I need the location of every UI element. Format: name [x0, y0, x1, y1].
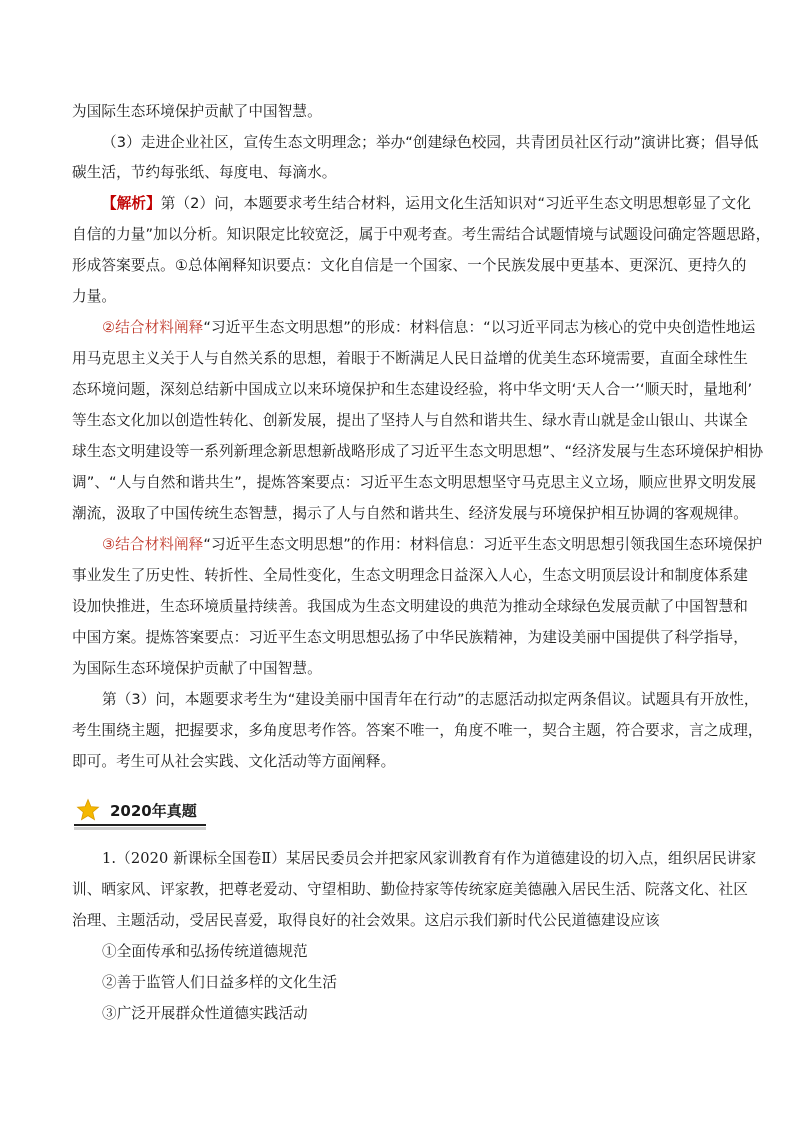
option-3: ③广泛开展群众性道德实践活动 — [102, 1005, 308, 1022]
point-2-text: “习近平生态文明思想”的形成：材料信息：“以习近平同志为核心的党中央创造性地运 — [203, 319, 756, 336]
point-3-line: 事业发生了历史性、转折性、全局性变化，生态文明理念日益深入人心，生态文明顶层设计和制度体系建 — [72, 567, 748, 584]
point-3-line: 中国方案。提炼答案要点：习近平生态文明思想弘扬了中华民族精神，为建设美丽中国提供了科学指导， — [72, 629, 748, 646]
question-3-line: 考生围绕主题，把握要求，多角度思考作答。答案不唯一，角度不唯一，契合主题，符合要求，言之成理， — [72, 722, 763, 739]
analysis-line: 形成答案要点。①总体阐释知识要点：文化自信是一个国家、一个民族发展中更基本、更深沉、更持久的 — [72, 257, 747, 274]
paragraph-line: 为国际生态环境保护贡献了中国智慧。 — [72, 103, 322, 120]
point-3-line — [102, 535, 762, 555]
point-2-line: 等生态文化加以创造性转化、创新发展，提出了坚持人与自然和谐共生、绿水青山就是金山银山、共谋全 — [72, 412, 748, 429]
point-2-line: 用马克思主义关于人与自然关系的思想，着眼于不断满足人民日益增的优美生态环境需要，直面全球性生 — [72, 350, 748, 367]
point-2-line: 潮流，汲取了中国传统生态智慧，揭示了人与自然和谐共生、经济发展与环境保护相互协调的客观规律。 — [72, 505, 748, 522]
question-3-line: 即可。考生可从社会实践、文化活动等方面阐释。 — [72, 753, 396, 770]
question-line: 训、晒家风、评家教，把尊老爱动、守望相助、勤俭持家等传统家庭美德融入居民生活、院落文化、社区 — [72, 881, 748, 898]
point-2-line — [102, 318, 755, 338]
analysis-text: 第（2）问，本题要求考生结合材料，运用文化生活知识对“习近平生态文明思想彰显了文化 — [160, 195, 751, 212]
point-3-text: “习近平生态文明思想”的作用：材料信息：习近平生态文明思想引领我国生态环境保护 — [203, 536, 763, 553]
section-title: 2020年真题 — [110, 802, 197, 820]
option-1: ①全面传承和弘扬传统道德规范 — [102, 943, 308, 960]
section-underline — [74, 824, 206, 826]
question-line: 治理、主题活动，受居民喜爱，取得良好的社会效果。这启示我们新时代公民道德建设应该 — [72, 912, 660, 929]
point-2-label: ②结合材料阐释 — [102, 319, 204, 336]
answer-3-line: （3）走进企业社区，宣传生态文明理念；举办“创建绿色校园，共青团员社区行动”演讲比赛；倡导低 — [102, 134, 759, 151]
star-icon — [76, 798, 100, 822]
section-underline-shadow — [74, 827, 206, 830]
point-2-line: 态环境问题，深刻总结新中国成立以来环境保护和生态建设经验，将中华文明‘天人合一’‘顺天时，量地利’ — [72, 381, 753, 398]
point-3-line: 设加快推进，生态环境质量持续善。我国成为生态文明建设的典范为推动全球绿色发展贡献了中国智慧和 — [72, 598, 748, 615]
section-heading — [74, 796, 206, 826]
analysis-line — [102, 194, 751, 214]
analysis-line: 自信的力量”加以分析。知识限定比较宽泛，属于中观考查。考生需结合试题情境与试题设问确定答题思路， — [72, 226, 771, 243]
answer-3-line: 碳生活，节约每张纸、每度电、每滴水。 — [72, 164, 337, 181]
option-2: ②善于监管人们日益多样的文化生活 — [102, 974, 338, 991]
point-3-line: 为国际生态环境保护贡献了中国智慧。 — [72, 660, 322, 677]
question-3-line: 第（3）问，本题要求考生为“建设美丽中国青年在行动”的志愿活动拟定两条倡议。试题具有开放性， — [102, 691, 759, 708]
point-3-label: ③结合材料阐释 — [102, 536, 204, 553]
analysis-label: 【解析】 — [102, 195, 161, 212]
point-2-line: 球生态文明建设等一系列新理念新思想新战略形成了习近平生态文明思想”、“经济发展与生态环境保护相协 — [72, 443, 764, 460]
point-2-line: 调”、“人与自然和谐共生”，提炼答案要点：习近平生态文明思想坚守马克思主义立场，顺应世界文明发展 — [72, 474, 757, 491]
question-line: 1.（2020 新课标全国卷Ⅱ）某居民委员会并把家风家训教育有作为道德建设的切入点，组织居民讲家 — [102, 850, 757, 867]
analysis-line: 力量。 — [72, 288, 117, 305]
